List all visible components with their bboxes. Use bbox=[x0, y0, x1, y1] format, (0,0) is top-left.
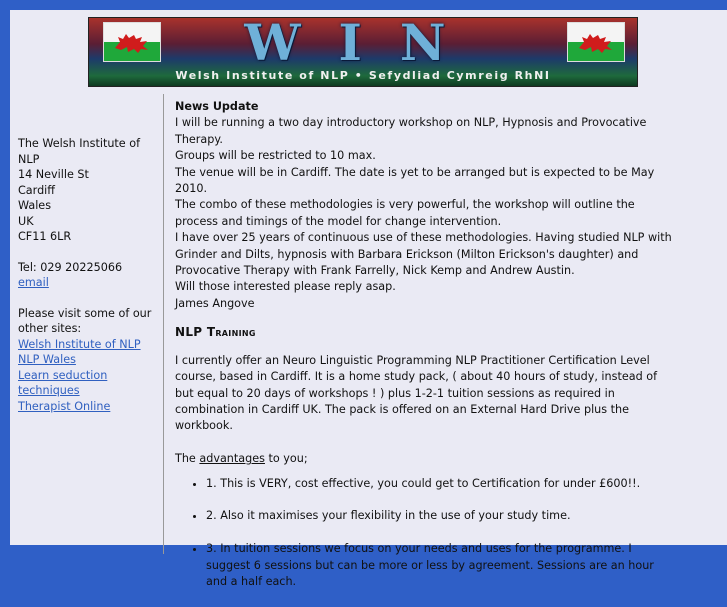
column-divider bbox=[163, 94, 164, 554]
news-line: I will be running a two day introductory workshop on NLP, Hypnosis and Provocative Therapy. bbox=[175, 116, 647, 146]
banner-subtitle: Welsh Institute of NLP • Sefydliad Cymreig RhNI bbox=[175, 69, 551, 82]
address-line: Wales bbox=[18, 199, 52, 212]
list-item: • 3. In tuition sessions we focus on your needs and uses for the programme. I suggest 6 sessions but can be more or less by agreement. Sessions are an hour and a half each. bbox=[206, 541, 675, 590]
address-line: Cardiff bbox=[18, 183, 55, 197]
main-content bbox=[175, 99, 675, 607]
news-line: The combo of these methodologies is very powerful, the workshop will outline the process and timings of the model for change intervention. bbox=[175, 198, 635, 228]
dragon-icon bbox=[112, 28, 152, 56]
address-line: 14 Neville St bbox=[18, 168, 89, 181]
welsh-flag-icon bbox=[567, 22, 625, 62]
telephone: Tel: 029 20225066 bbox=[18, 260, 123, 274]
link-seduction-techniques[interactable]: Learn seduction techniques bbox=[18, 368, 108, 397]
news-title: News Update bbox=[175, 100, 259, 113]
training-title: NLP Training bbox=[175, 325, 256, 340]
list-item: • 1. This is VERY, cost effective, you could get to Certification for under £600!!. bbox=[206, 476, 675, 492]
sidebar bbox=[18, 136, 163, 414]
link-welsh-institute[interactable]: Welsh Institute of NLP bbox=[18, 337, 141, 351]
link-nlp-wales[interactable]: NLP Wales bbox=[18, 353, 76, 366]
advantages-intro: The advantages to you; bbox=[175, 452, 308, 466]
news-line: Groups will be restricted to 10 max. bbox=[175, 149, 376, 163]
visit-sites-text: Please visit some of our other sites: bbox=[18, 306, 152, 335]
address-line: The Welsh Institute of NLP bbox=[18, 137, 141, 166]
site-banner bbox=[88, 13, 638, 87]
address-line: CF11 6LR bbox=[18, 230, 72, 243]
welsh-flag-icon bbox=[103, 22, 161, 62]
advantages-link[interactable]: advantages bbox=[199, 452, 265, 466]
news-line: I have over 25 years of continuous use of these methodologies. Having studied NLP with Grinder and Dilts, hypnosis with Barbara Erickson (Milton Erickson's daughter) and Provocative Therapy with Frank Farrelly, Nick Kemp and Andrew Austin. bbox=[175, 231, 672, 278]
news-line: Will those interested please reply asap. bbox=[175, 280, 396, 294]
dragon-icon bbox=[576, 28, 616, 56]
list-item: • 2. Also it maximises your flexibility in the use of your study time. bbox=[206, 508, 675, 524]
news-signature: James Angove bbox=[175, 296, 255, 310]
news-line: The venue will be in Cardiff. The date is yet to be arranged but is expected to be May 2010. bbox=[175, 165, 655, 196]
advantages-list bbox=[175, 476, 675, 591]
address-line: UK bbox=[18, 214, 34, 228]
training-paragraph: I currently offer an Neuro Linguistic Programming NLP Practitioner Certification Level course, based in Cardiff. It is a home study pack, ( about 40 hours of study, instead of but equal to 20 days of workshops ! ) plus 1-2-1 tuition sessions as required in combination in Cardiff UK. The pack is offered on an External Hard Drive plus the workbook. bbox=[175, 353, 658, 433]
email-link[interactable]: email bbox=[18, 276, 49, 289]
banner-logo-text: WIN bbox=[244, 13, 484, 72]
link-therapist-online[interactable]: Therapist Online bbox=[18, 399, 111, 413]
page bbox=[10, 10, 727, 588]
